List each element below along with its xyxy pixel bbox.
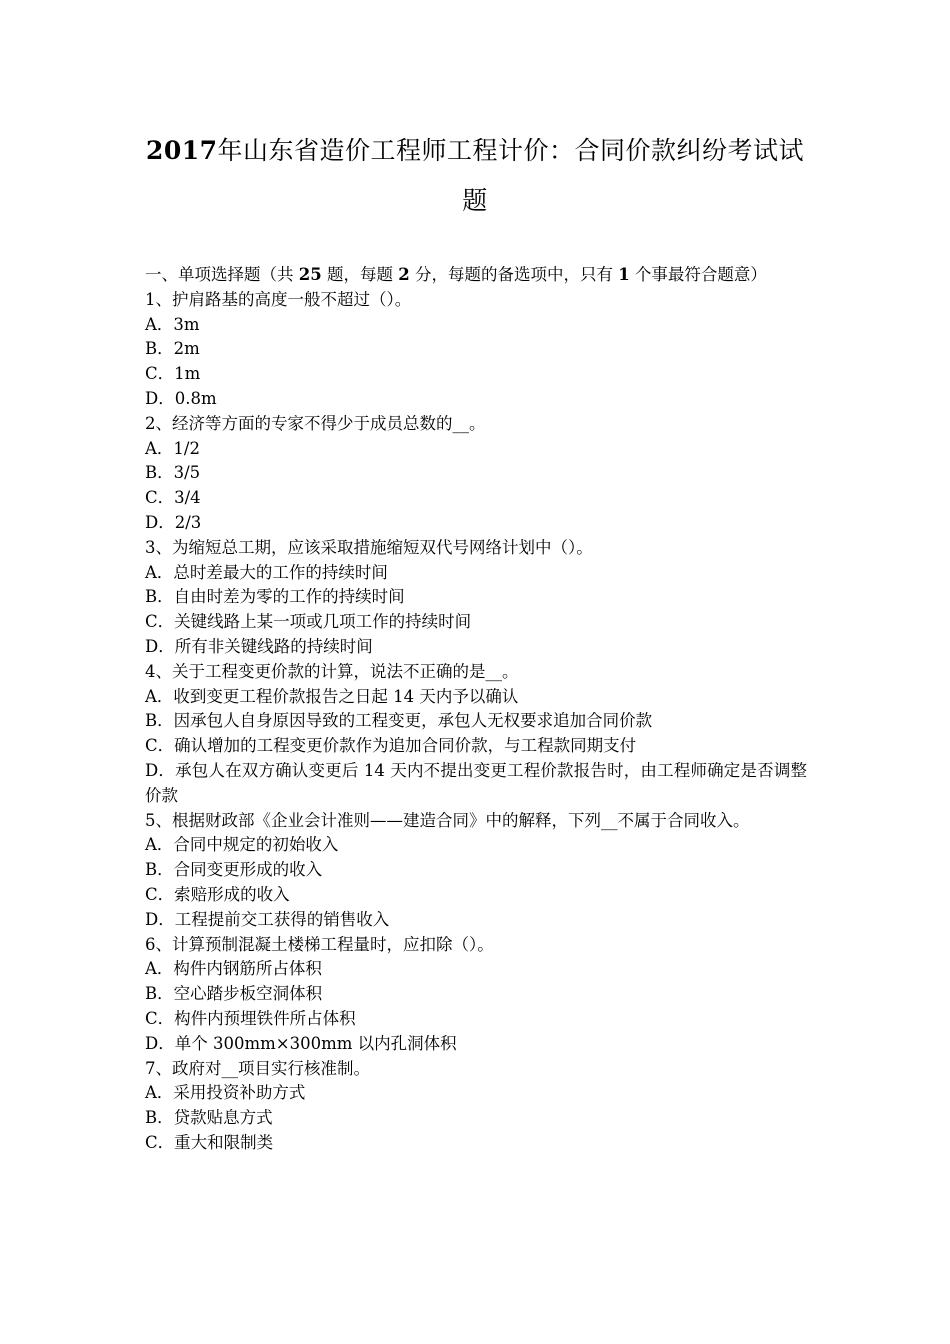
answer-option: C．1m <box>145 364 201 384</box>
answer-option: D．承包人在双方确认变更后 14 天内不提出变更工程价款报告时，由工程师确定是否调整价款 <box>145 760 807 805</box>
title-text: 年山东省造价工程师工程计价：合同价款纠纷考试试 <box>217 136 805 165</box>
answer-option: B．2m <box>145 339 200 359</box>
question-stem: 7、政府对__项目实行核准制。 <box>145 1058 370 1078</box>
document-title-line-2: 题 <box>462 186 488 215</box>
question-stem: 1、护肩路基的高度一般不超过（）。 <box>145 289 412 309</box>
answer-option: D．0.8m <box>145 388 217 408</box>
answer-option: C．确认增加的工程变更价款作为追加合同价款，与工程款同期支付 <box>145 736 637 756</box>
answer-option: C．重大和限制类 <box>145 1132 274 1152</box>
answer-option: C．关键线路上某一项或几项工作的持续时间 <box>145 612 472 632</box>
question-stem: 4、关于工程变更价款的计算，说法不正确的是__。 <box>145 661 519 681</box>
answer-option: B．自由时差为零的工作的持续时间 <box>145 587 405 607</box>
points-per-question: 2 <box>398 265 410 284</box>
answer-option: B．空心踏步板空洞体积 <box>145 984 323 1004</box>
answer-option: C．索赔形成的收入 <box>145 884 290 904</box>
question-stem: 5、根据财政部《企业会计准则——建造合同》中的解释，下列__不属于合同收入。 <box>145 810 750 830</box>
answer-option: A．总时差最大的工作的持续时间 <box>145 562 388 582</box>
answer-option: A．收到变更工程价款报告之日起 14 天内予以确认 <box>145 686 519 706</box>
question-count: 25 <box>298 265 322 284</box>
question-stem: 2、经济等方面的专家不得少于成员总数的__。 <box>145 413 486 433</box>
document-title-line-1 <box>130 138 820 163</box>
section-text: 分，每题的备选项中，只有 <box>409 265 619 284</box>
question-stem: 3、为缩短总工期，应该采取措施缩短双代号网络计划中（）。 <box>145 537 593 557</box>
answer-option: A．3m <box>145 314 200 334</box>
section-text: 一、单项选择题（共 <box>145 265 299 284</box>
answer-option: D．工程提前交工获得的销售收入 <box>145 909 390 929</box>
section-heading <box>145 263 807 288</box>
section-text: 题，每题 <box>321 265 399 284</box>
exam-body <box>145 263 807 1156</box>
section-text: 个事最符合题意） <box>629 265 767 284</box>
answer-option: A．合同中规定的初始收入 <box>145 835 339 855</box>
answer-option: D．单个 300mm×300mm 以内孔洞体积 <box>145 1033 457 1053</box>
answer-option: A．1/2 <box>145 438 200 458</box>
answer-option: D．所有非关键线路的持续时间 <box>145 636 373 656</box>
question-stem: 6、计算预制混凝土楼梯工程量时，应扣除（）。 <box>145 934 494 954</box>
answer-option: B．合同变更形成的收入 <box>145 860 323 880</box>
answer-option: D．2/3 <box>145 512 202 532</box>
answer-option: B．贷款贴息方式 <box>145 1108 273 1128</box>
correct-count: 1 <box>618 265 630 284</box>
answer-option: C．构件内预埋铁件所占体积 <box>145 1008 356 1028</box>
answer-option: C．3/4 <box>145 488 201 508</box>
answer-option: B．3/5 <box>145 463 201 483</box>
answer-option: B．因承包人自身原因导致的工程变更，承包人无权要求追加合同价款 <box>145 711 653 731</box>
answer-option: A．构件内钢筋所占体积 <box>145 959 322 979</box>
title-year: 2017 <box>145 136 218 165</box>
answer-option: A．采用投资补助方式 <box>145 1083 306 1103</box>
